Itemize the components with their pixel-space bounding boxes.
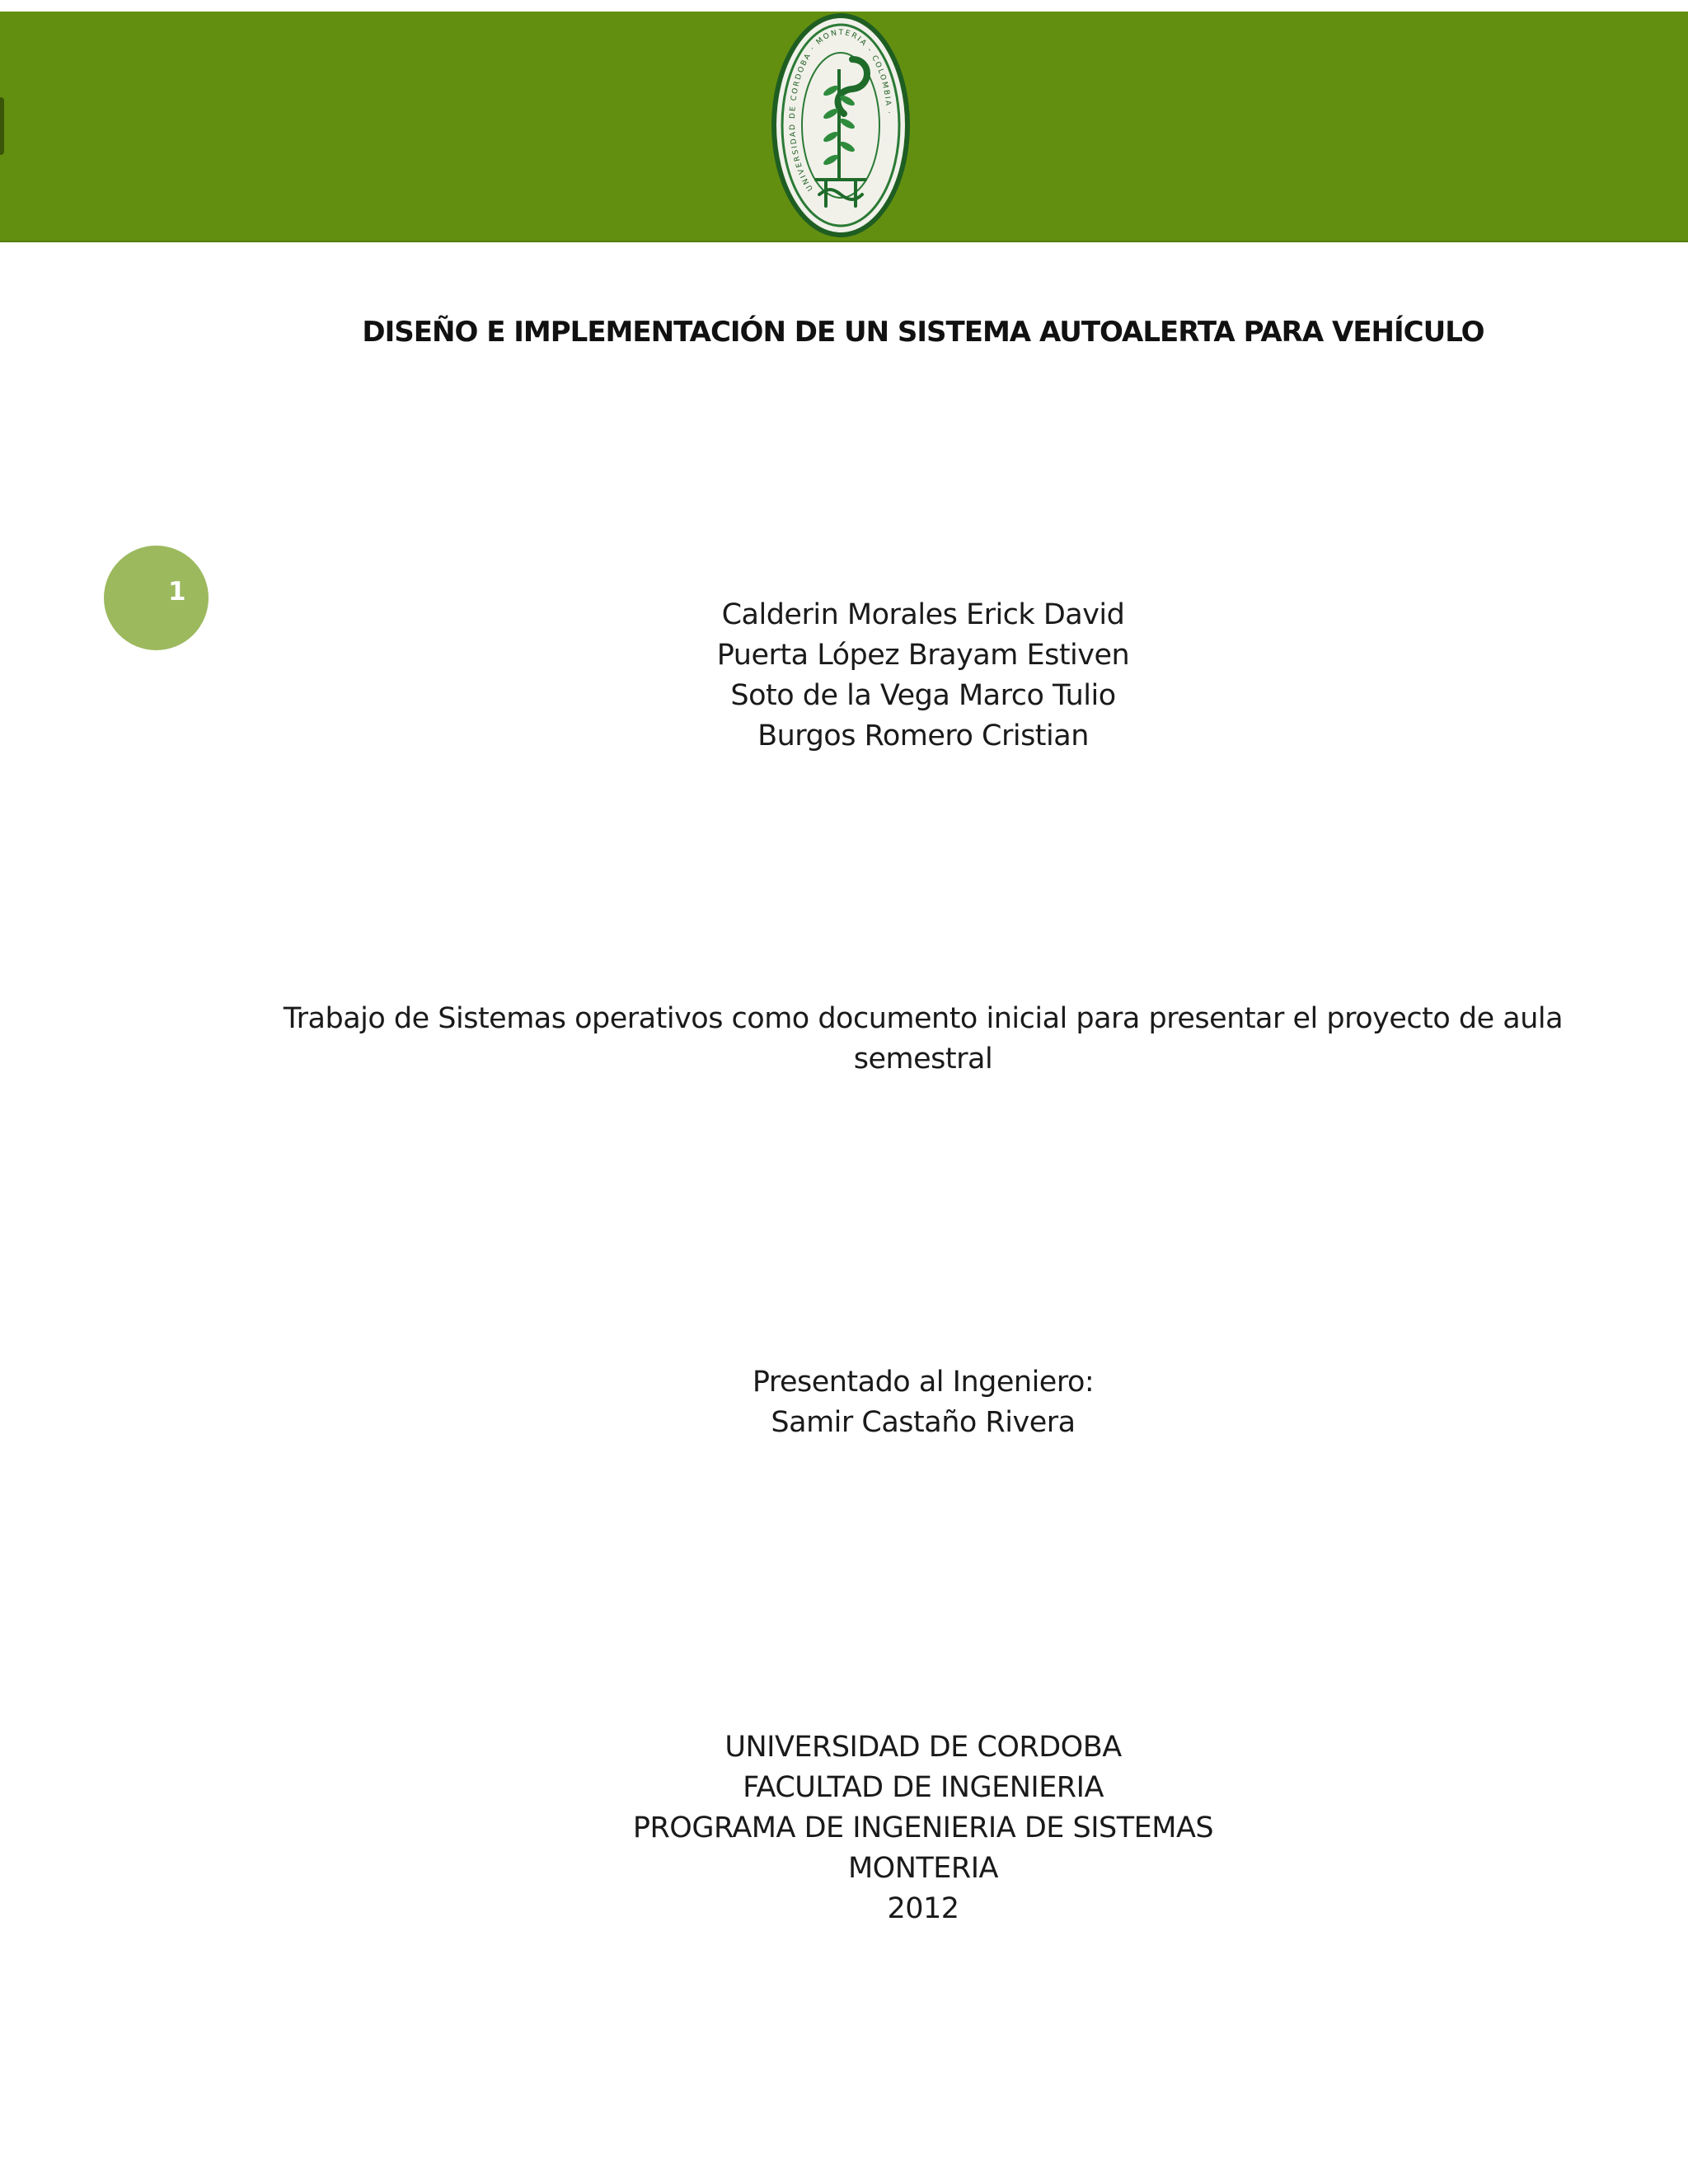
institution-block: [267, 1727, 1579, 1929]
svg-text:UNIVERSIDAD DE CORDOBA · MONTE: UNIVERSIDAD DE CORDOBA · MONTERIA - COLOMBIA ·: [788, 28, 893, 193]
author-name: Soto de la Vega Marco Tulio: [730, 679, 1116, 712]
author-name: Burgos Romero Cristian: [757, 719, 1089, 752]
header-band-edge: [0, 97, 4, 155]
authors-block: [267, 595, 1579, 757]
page-number: 1: [168, 577, 186, 607]
author-name: Calderin Morales Erick David: [721, 598, 1125, 631]
faculty-name: FACULTAD DE INGENIERIA: [743, 1771, 1104, 1804]
university-seal-logo: [770, 12, 912, 239]
author-name: Puerta López Brayam Estiven: [716, 639, 1130, 672]
purpose-line: Trabajo de Sistemas operativos como documento inicial para presentar el proyecto de aula: [283, 1002, 1564, 1035]
university-name: UNIVERSIDAD DE CORDOBA: [724, 1731, 1122, 1764]
city-name: MONTERIA: [847, 1852, 998, 1885]
document-title: DISEÑO E IMPLEMENTACIÓN DE UN SISTEMA AUTOALERTA PARA VEHÍCULO: [362, 316, 1484, 349]
purpose-line: semestral: [853, 1043, 993, 1076]
purpose-statement: [267, 999, 1579, 1080]
presented-to-label: Presentado al Ingeniero:: [752, 1366, 1095, 1399]
presented-to-block: [267, 1362, 1579, 1443]
program-name: PROGRAMA DE INGENIERIA DE SISTEMAS: [632, 1811, 1214, 1844]
professor-name: Samir Castaño Rivera: [771, 1406, 1076, 1439]
year: 2012: [887, 1892, 959, 1925]
